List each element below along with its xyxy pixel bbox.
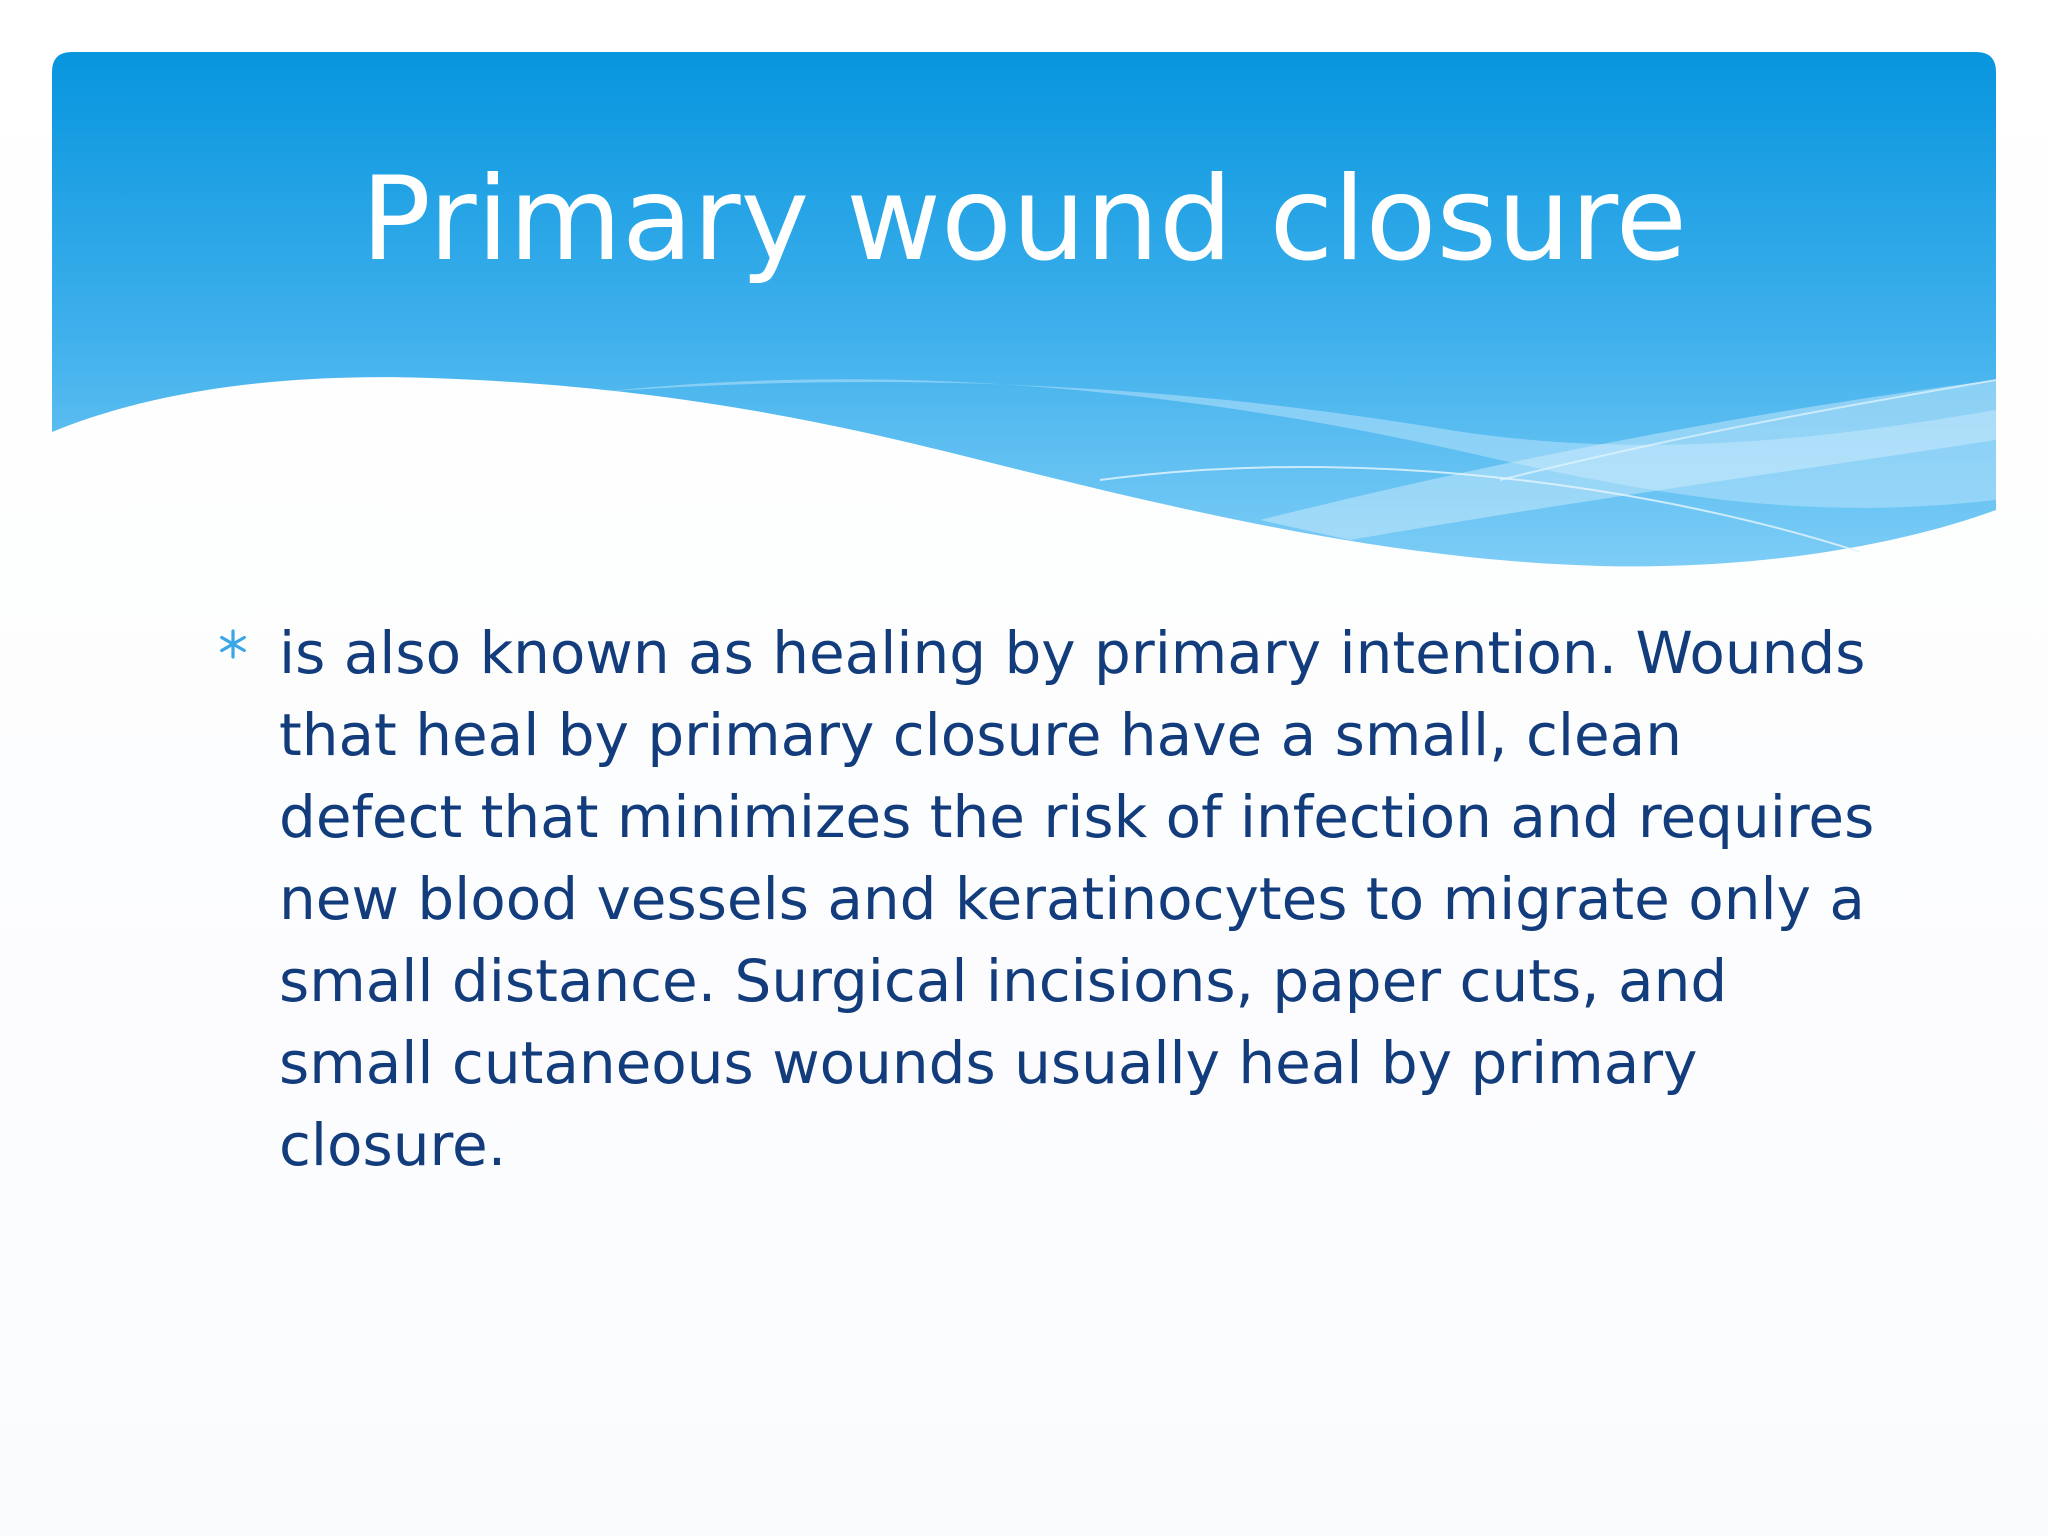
header-banner [0, 0, 2048, 600]
bullet-list [215, 612, 1875, 1186]
asterisk-bullet-icon [215, 626, 251, 662]
slide-title: Primary wound closure [361, 152, 1687, 287]
wave-background [0, 0, 2048, 600]
bullet-text: is also known as healing by primary intention. Wounds that heal by primary closure have a small, clean defect that minimizes the risk of infection and requires new blood vessels and keratinocytes to migrate only a small distance. Surgical incisions, paper cuts, and small cutaneous wounds usually heal by primary closure. [279, 619, 1875, 1179]
bullet-item [215, 612, 1875, 1186]
